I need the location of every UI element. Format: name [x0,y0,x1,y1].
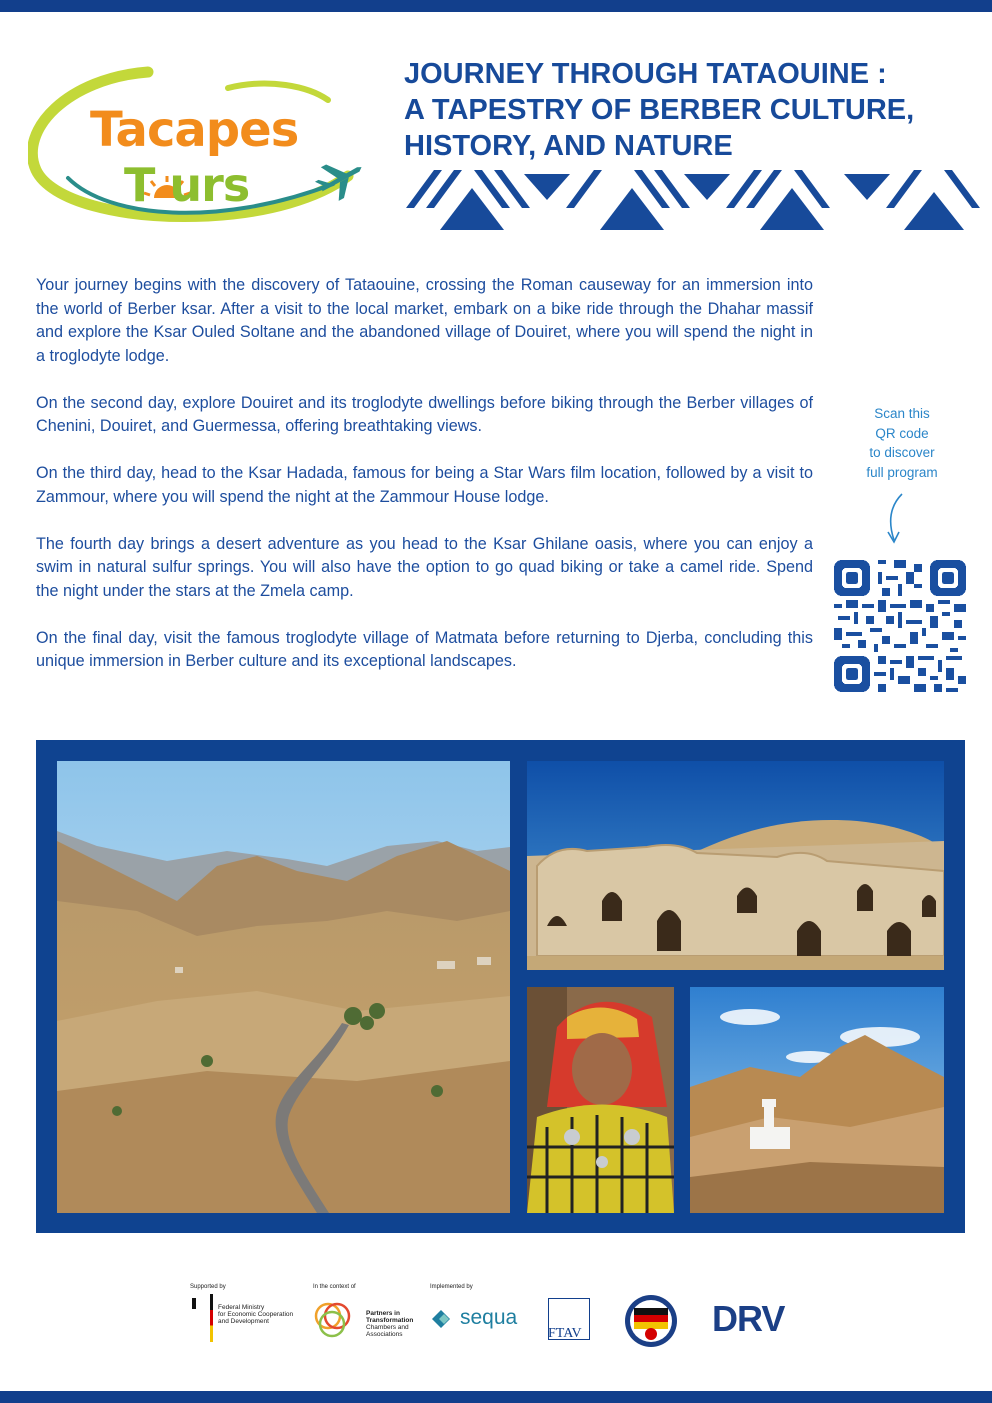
photo-gallery [36,740,965,1233]
german-flag-black [192,1298,196,1309]
german-flag-icon [210,1294,213,1342]
qr-caption [842,404,962,482]
page-title [404,56,964,164]
chamber-emblem-icon [624,1294,678,1348]
itinerary-paragraph: The fourth day brings a desert adventure as you head to the Ksar Ghilane oasis, where you can enjoy a swim in natural sulfur springs. You will also have the option to go quad biking or take a camel ride. Spend the night under the stars at the Zmela camp. [36,534,813,600]
sequa-logo-text: sequa [460,1306,518,1329]
sequa-diamond-icon [430,1308,456,1330]
bottom-border-bar [0,1391,992,1403]
ministry-line: and Development [218,1318,269,1325]
top-border-bar [0,0,992,12]
ksar-granaries-photo [527,761,944,970]
qr-code-icon[interactable] [834,560,966,692]
drv-logo-text: DRV [712,1298,785,1339]
partners-name [366,1310,413,1338]
mountain-village-photo [690,987,944,1213]
berber-pattern-decoration [404,164,984,234]
logo-word-tacapes: Tacapes [90,102,299,158]
itinerary-paragraph: On the second day, explore Douiret and its troglodyte dwellings before biking through the Berber villages of Chenini, Douiret, and Guermessa, offering breathtaking views. [36,393,813,435]
title-line: JOURNEY THROUGH TATAOUINE : [404,58,887,90]
itinerary-paragraph: On the final day, visit the famous troglodyte village of Matmata before returning to Djerba, concluding this unique immersion in Berber culture and its exceptional landscapes. [36,628,813,670]
ftav-logo-text: FTAV [548,1326,582,1341]
mountain-road-photo [57,761,510,1213]
tacapes-tours-logo [28,60,373,230]
partners-line: Partners in [366,1310,400,1317]
curved-arrow-down-icon [880,492,910,548]
ministry-line: for Economic Cooperation [218,1311,294,1318]
partners-rings-icon [312,1298,354,1340]
title-line: HISTORY, AND NATURE [404,130,733,162]
partners-line: Transformation [366,1317,414,1324]
partners-line: Chambers and [366,1324,409,1331]
implemented-by-caption: Implemented by [430,1284,473,1290]
qr-caption-line: Scan this [874,406,930,421]
itinerary-paragraph: On the third day, head to the Ksar Hadada, famous for being a Star Wars film location, followed by a visit to Zammour, where you will spend the night at the Zammour House lodge. [36,464,813,506]
berber-woman-photo [527,987,674,1213]
title-line: A TAPESTRY OF BERBER CULTURE, [404,94,915,126]
supported-by-caption: Supported by [190,1284,226,1290]
qr-caption-line: QR code [875,425,929,441]
qr-caption-line: to discover [869,445,935,460]
in-context-caption: In the context of [313,1284,356,1290]
logo-word-tours: T urs [124,158,250,212]
ministry-name [218,1304,293,1325]
itinerary-paragraph: Your journey begins with the discovery of Tataouine, crossing the Roman causeway for an immersion into the world of Berber ksar. After a visit to the local market, embark on a bike ride through the Dhahar massif and explore the Ksar Ouled Soltane and the abandoned village of Douiret, where you will spend the night in a troglodyte lodge. [36,276,813,365]
itinerary-text [36,274,813,697]
ministry-line: Federal Ministry [218,1304,265,1311]
sponsor-logos [190,1282,810,1346]
qr-caption-line: full program [866,464,938,480]
partners-line: Associations [366,1331,403,1338]
